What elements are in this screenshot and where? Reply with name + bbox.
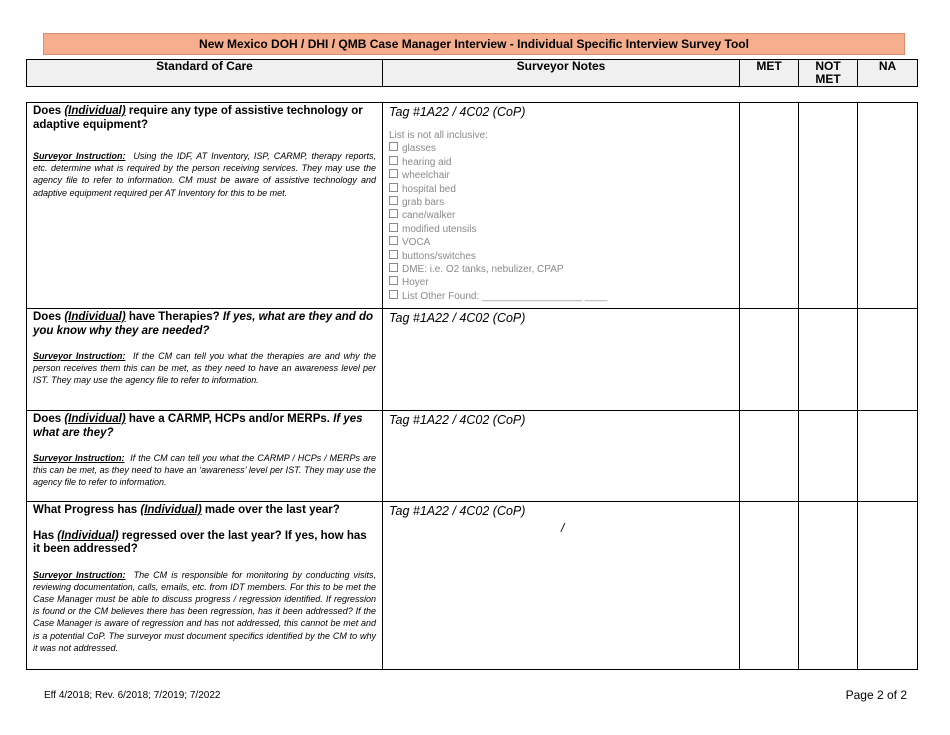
page-number: Page 2 of 2 [845, 688, 907, 702]
checklist-item[interactable]: Hoyer [389, 276, 733, 289]
surveyor-notes-cell[interactable] [383, 411, 740, 502]
checkbox-icon[interactable] [389, 290, 398, 299]
checklist-item[interactable]: hearing aid [389, 156, 733, 169]
table-row [27, 103, 918, 309]
surveyor-notes-cell[interactable] [383, 103, 740, 309]
met-cell[interactable] [740, 103, 799, 309]
checklist-item[interactable]: VOCA [389, 236, 733, 249]
header-not-met: NOT MET [799, 60, 858, 87]
table-row [27, 309, 918, 411]
checkbox-icon[interactable] [389, 223, 398, 232]
question-regression: Has (Individual) regressed over the last year? If yes, how has it been addressed? [33, 529, 367, 555]
standard-cell [27, 103, 383, 309]
checkbox-icon[interactable] [389, 276, 398, 285]
checklist-item[interactable]: hospital bed [389, 183, 733, 196]
checkbox-icon[interactable] [389, 169, 398, 178]
surveyor-notes-cell[interactable] [383, 309, 740, 411]
checkbox-icon[interactable] [389, 183, 398, 192]
standard-cell [27, 502, 383, 670]
equipment-checklist: List is not all inclusive: glasses hearing aid wheelchair hospital bed grab bars cane/walker modified utensils VOCA buttons/switches DME: i.e. O2 tanks, nebulizer, CPAP Hoyer List Other Found: __________________ ____ [389, 130, 733, 303]
header-met: MET [740, 60, 799, 87]
checklist-item[interactable]: glasses [389, 142, 733, 155]
surveyor-notes-cell[interactable] [383, 502, 740, 670]
checklist-item[interactable]: cane/walker [389, 209, 733, 222]
header-standard-of-care: Standard of Care [27, 60, 383, 87]
not-met-cell[interactable] [799, 103, 858, 309]
not-met-cell[interactable] [799, 309, 858, 411]
page-title: New Mexico DOH / DHI / QMB Case Manager Interview - Individual Specific Interview Survey Tool [43, 33, 905, 55]
checklist-item[interactable]: DME: i.e. O2 tanks, nebulizer, CPAP [389, 263, 733, 276]
na-cell[interactable] [858, 309, 918, 411]
checkbox-icon[interactable] [389, 142, 398, 151]
surveyor-instruction: Surveyor Instruction: The CM is responsible for monitoring by conducting visits, reviewing documentation, calls, emails, etc. from IDT members. For this to be met the Case Manager must be able to discuss progress / regression identified. If regression is found or the CM believes there has been regression, has it been addressed? If the Case Manager is aware of regression and has not addressed, this cannot be met and is a potential CoP. The surveyor must document specifics identified by the CM to why it was not addressed. [33, 569, 376, 653]
standard-cell [27, 309, 383, 411]
met-cell[interactable] [740, 309, 799, 411]
revision-footer: Eff 4/2018; Rev. 6/2018; 7/2019; 7/2022 [44, 690, 221, 701]
tag-reference: Tag #1A22 / 4C02 (CoP) [389, 311, 526, 325]
tag-reference: Tag #1A22 / 4C02 (CoP) [389, 504, 526, 518]
table-row [27, 502, 918, 670]
met-cell[interactable] [740, 411, 799, 502]
question: Does (Individual) have Therapies? If yes, what are they and do you know why they are needed? [33, 311, 374, 337]
header-na: NA [858, 60, 918, 87]
na-cell[interactable] [858, 502, 918, 670]
surveyor-instruction: Surveyor Instruction: Using the IDF, AT Inventory, ISP, CARMP, therapy reports, etc. determine what is required by the person receiving services. They may use the agency file to refer to information. CM must be aware of assistive technology and adaptive equipment required per AT Inventory for this to be met. [33, 151, 376, 198]
not-met-cell[interactable] [799, 502, 858, 670]
met-cell[interactable] [740, 502, 799, 670]
question: What Progress has (Individual) made over the last year? [33, 504, 340, 516]
slash-mark: / [561, 521, 565, 535]
tag-reference: Tag #1A22 / 4C02 (CoP) [389, 413, 526, 427]
surveyor-instruction: Surveyor Instruction: If the CM can tell you what the therapies are and why the person receives them this can be met, as they need to have an awareness level per IST. They may use the agency file to refer to information. [33, 351, 376, 386]
checkbox-icon[interactable] [389, 156, 398, 165]
surveyor-instruction: Surveyor Instruction: If the CM can tell you what the CARMP / HCPs / MERPs are this can be met, as they need to have an ‘awareness’ level per IST. They may use the agency file to refer to information. [33, 453, 376, 488]
checklist-item[interactable]: buttons/switches [389, 250, 733, 263]
tag-reference: Tag #1A22 / 4C02 (CoP) [389, 105, 526, 119]
checklist-item[interactable]: grab bars [389, 196, 733, 209]
standard-cell [27, 411, 383, 502]
checklist-item[interactable]: wheelchair [389, 169, 733, 182]
table-row [27, 411, 918, 502]
column-header-table [26, 59, 918, 87]
survey-table [26, 102, 918, 670]
question: Does (Individual) require any type of assistive technology or adaptive equipment? [33, 105, 363, 131]
header-surveyor-notes: Surveyor Notes [383, 60, 740, 87]
checklist-item[interactable]: modified utensils [389, 223, 733, 236]
checkbox-icon[interactable] [389, 236, 398, 245]
checkbox-icon[interactable] [389, 263, 398, 272]
na-cell[interactable] [858, 103, 918, 309]
checkbox-icon[interactable] [389, 250, 398, 259]
checkbox-icon[interactable] [389, 196, 398, 205]
na-cell[interactable] [858, 411, 918, 502]
checklist-item[interactable]: List Other Found: __________________ ____ [389, 290, 733, 303]
checkbox-icon[interactable] [389, 209, 398, 218]
question: Does (Individual) have a CARMP, HCPs and/or MERPs. If yes what are they? [33, 413, 363, 439]
not-met-cell[interactable] [799, 411, 858, 502]
